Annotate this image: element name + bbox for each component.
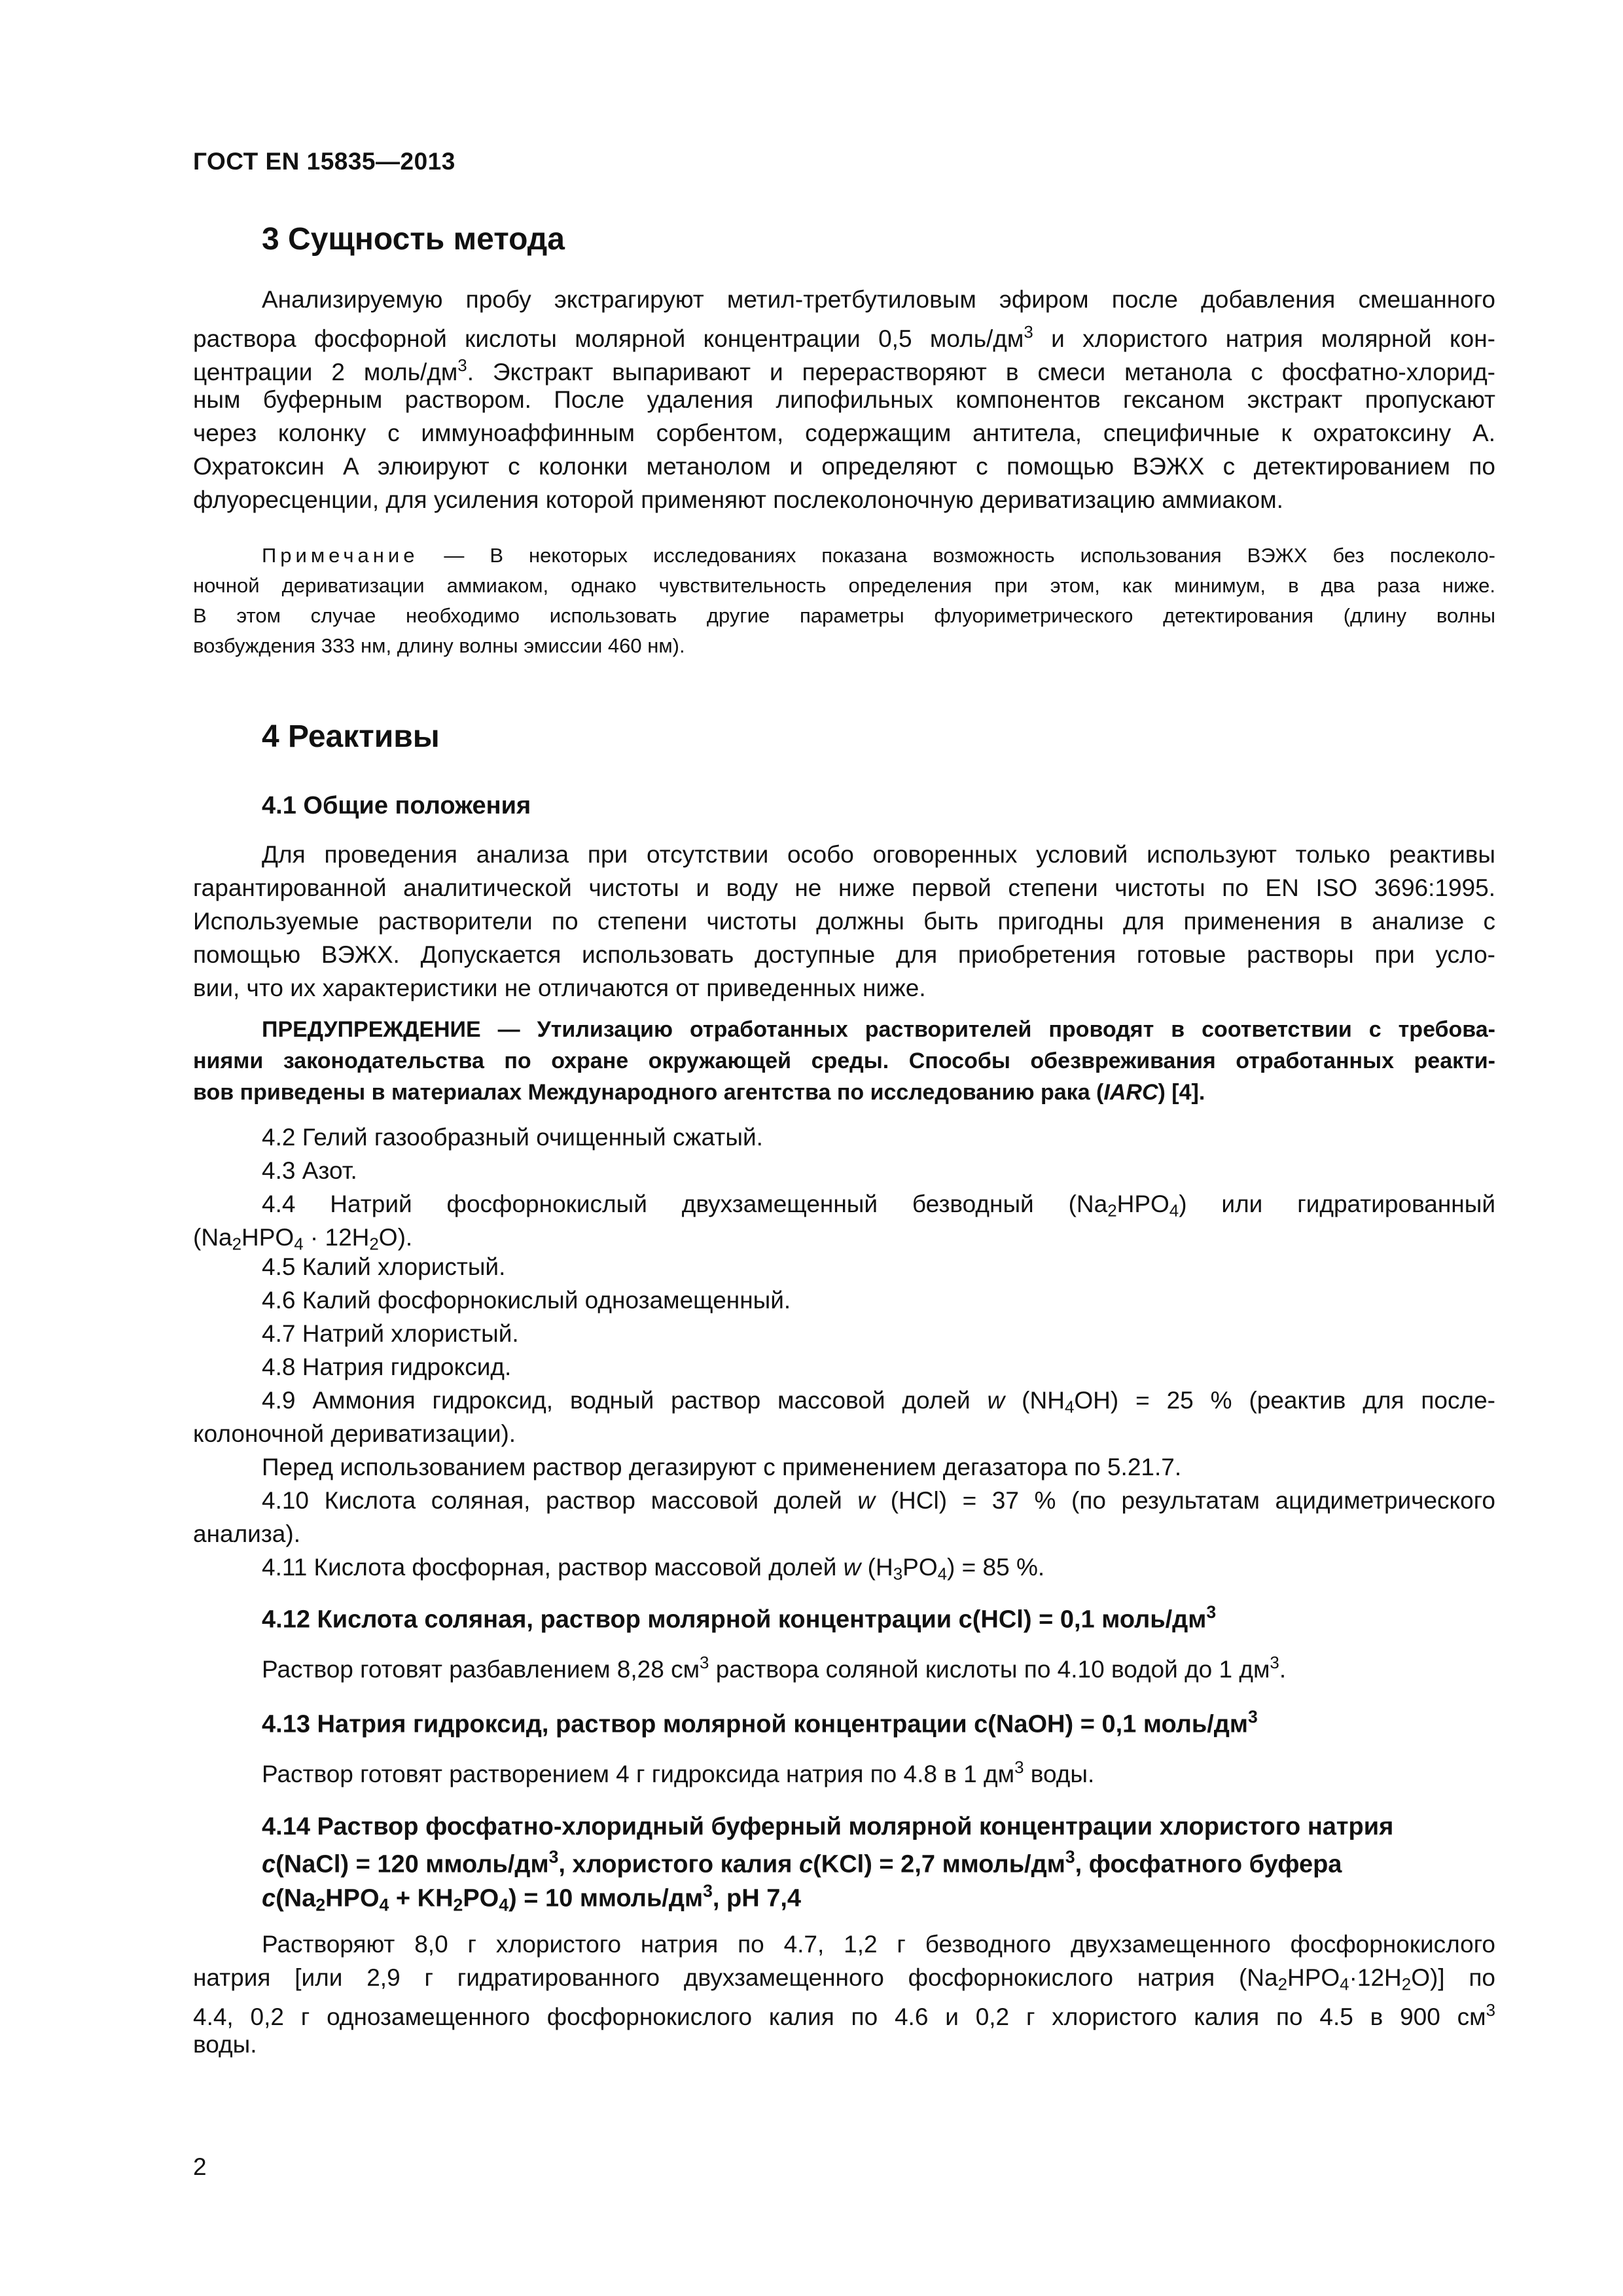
warning-line-2: ниями законодательства по охране окружающей среды. Способы обезвреживания отработанных реакти- xyxy=(193,1049,1495,1073)
item-4-4-cont: $(Na_2HPO_4 \cdot 12H_2O)$. xyxy=(193,1224,413,1254)
note-line-2: ночной дериватизации аммиаком, однако чувствительность определения при этом, как минимум, в два раза ниже. xyxy=(193,574,1495,597)
note-line-1: Примечание — В некоторых исследованиях показана возможность использования ВЭЖХ без послеколо- xyxy=(262,544,1495,567)
standard-header: ГОСТ EN 15835—2013 xyxy=(193,148,455,175)
s3-line-6: Охратоксин А элюируют с колонки метанолом и определяют с помощью ВЭЖХ с детектированием по xyxy=(193,453,1495,480)
s3-line-2: раствора фосфорной кислоты молярной концентрации 0,5 моль/$дм^3$ и хлористого натрия молярной кон- xyxy=(193,323,1495,353)
note-label: Примечание xyxy=(262,544,419,567)
s414-line-3: 4.4, 0,2 г однозамещенного фосфорнокислого калия по 4.6 и 0,2 г хлористого калия по 4.5 в 900 $см^3$ xyxy=(193,2001,1495,2031)
s414-line-1: Растворяют 8,0 г хлористого натрия по 4.7, 1,2 г безводного двухзамещенного фосфорнокислого xyxy=(262,1931,1495,1958)
s41-line-3: Используемые растворители по степени чистоты должны быть пригодны для применения в анализе с xyxy=(193,908,1495,935)
item-4-8: 4.8 Натрия гидроксид. xyxy=(262,1354,512,1380)
subsection-4-13-title: 4.13 Натрия гидроксид, раствор молярной концентрации c(NaOH) = 0,1 моль/$дм^3$ xyxy=(262,1707,1258,1738)
s414-line-2: натрия [или 2,9 г гидратированного двухзамещенного фосфорнокислого натрия $(Na_2HPO_4\cdot 12H_2O)$] по xyxy=(193,1964,1495,1994)
s41-line-2: гарантированной аналитической чистоты и воду не ниже первой степени чистоты по EN ISO 3696:1995. xyxy=(193,874,1495,901)
note-line-4: возбуждения 333 нм, длину волны эмиссии 460 нм). xyxy=(193,634,685,657)
s3-line-3: центрации 2 моль/$дм^3$. Экстракт выпаривают и перерастворяют в смеси метанола с фосфатно-хлорид- xyxy=(193,357,1495,386)
subsection-4-14-title-line-2: c(NaCl) = 120 ммоль/$дм^3$, хлористого калия c(KCl) = 2,7 ммоль/$дм^3$, фосфатного буфера xyxy=(262,1847,1342,1878)
s3-line-1: Анализируемую пробу экстрагируют метил-третбутиловым эфиром после добавления смешанного xyxy=(262,286,1495,313)
s41-line-5: вии, что их характеристики не отличаются от приведенных ниже. xyxy=(193,975,926,1001)
item-4-2: 4.2 Гелий газообразный очищенный сжатый. xyxy=(262,1124,763,1151)
section-4-title: 4 Реактивы xyxy=(262,719,440,754)
warning-line-3: вов приведены в материалах Международного агентства по исследованию рака (IARC) [4]. xyxy=(193,1080,1205,1105)
item-4-7: 4.7 Натрий хлористый. xyxy=(262,1320,519,1347)
item-4-9-cont: колоночной дериватизации). xyxy=(193,1420,516,1447)
subsection-4-14-title-line-1: 4.14 Раствор фосфатно-хлоридный буферный молярной концентрации хлористого натрия xyxy=(262,1813,1394,1840)
s412-text: Раствор готовят разбавлением 8,28 $см^3$ раствора соляной кислоты по 4.10 водой до 1 $дм^3$. xyxy=(262,1654,1287,1683)
s414-line-4: воды. xyxy=(193,2031,257,2058)
s3-line-5: через колонку с иммуноаффинным сорбентом, содержащим антитела, специфичные к охратоксину А. xyxy=(193,420,1495,446)
section-3-title: 3 Сущность метода xyxy=(262,222,565,257)
warning-line-1: ПРЕДУПРЕЖДЕНИЕ — Утилизацию отработанных растворителей проводят в соответствии с требова- xyxy=(262,1017,1495,1042)
s3-line-7: флуоресценции, для усиления которой применяют послеколоночную дериватизацию аммиаком. xyxy=(193,486,1283,513)
subsection-4-1-title: 4.1 Общие положения xyxy=(262,792,531,819)
s41-line-4: помощью ВЭЖХ. Допускается использовать доступные для приобретения готовые растворы при усло- xyxy=(193,941,1495,968)
item-4-9-degas: Перед использованием раствор дегазируют с применением дегазатора по 5.21.7. xyxy=(262,1454,1182,1480)
subsection-4-12-title: 4.12 Кислота соляная, раствор молярной концентрации c(HCl) = 0,1 моль/$дм^3$ xyxy=(262,1602,1217,1634)
item-4-3: 4.3 Азот. xyxy=(262,1157,357,1184)
item-4-5: 4.5 Калий хлористый. xyxy=(262,1253,506,1280)
item-4-4: 4.4 Натрий фосфорнокислый двухзамещенный безводный $(Na_2HPO_4)$ или гидратированный xyxy=(262,1191,1496,1221)
item-4-10-cont: анализа). xyxy=(193,1520,300,1547)
item-4-11: 4.11 Кислота фосфорная, раствор массовой долей w $(H_3PO_4) = 85$ %. xyxy=(262,1554,1045,1584)
subsection-4-14-title-line-3: $c(Na_2HPO_4 + KH_2PO_4) = 10$ ммоль/$дм^3$, pH 7,4 xyxy=(262,1881,802,1915)
item-4-9: 4.9 Аммония гидроксид, водный раствор массовой долей w $(NH_4OH) = 25$ % (реактив для после- xyxy=(262,1387,1496,1417)
s413-text: Раствор готовят растворением 4 г гидроксида натрия по 4.8 в 1 $дм^3$ воды. xyxy=(262,1759,1095,1788)
s3-line-4: ным буферным раствором. После удаления липофильных компонентов гексаном экстракт пропускают xyxy=(193,386,1495,413)
s41-line-1: Для проведения анализа при отсутствии особо оговоренных условий используют только реактивы xyxy=(262,841,1495,868)
item-4-10: 4.10 Кислота соляная, раствор массовой долей w (HCl) = 37 % (по результатам ацидиметрического xyxy=(262,1487,1495,1514)
note-line-3: В этом случае необходимо использовать другие параметры флуориметрического детектирования (длину волны xyxy=(193,604,1495,627)
page-number: 2 xyxy=(193,2153,207,2180)
item-4-6: 4.6 Калий фосфорнокислый однозамещенный. xyxy=(262,1287,791,1314)
